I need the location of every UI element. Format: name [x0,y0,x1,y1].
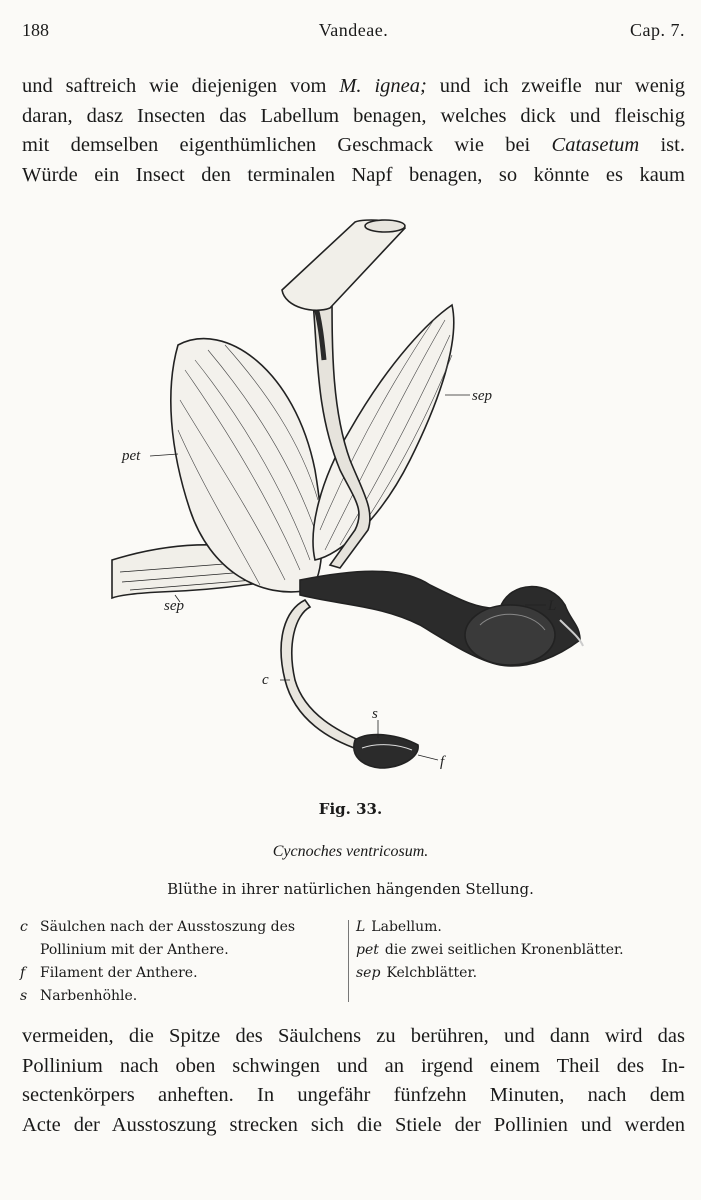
top-paragraph [22,72,685,190]
paragraph-line: mit demselben eigenthümlichen Geschmack wie bei Catasetum ist. [22,134,685,156]
paragraph-line: vermeiden, die Spitze des Säulchens zu berühren, und dann wird das [22,1025,685,1047]
paragraph-line: und saftreich wie diejenigen vom M. ignea; und ich zweifle nur wenig [22,75,685,97]
figure-number: Fig. 33. [318,800,383,818]
running-title: Vandeae. [318,20,389,40]
legend-item: pet die zwei seitlichen Kronenblätter. [356,942,624,958]
legend-right [356,916,686,985]
paragraph-line: daran, dasz Insecten das Labellum benagen, welches dick und fleischig [22,104,685,127]
curved-column [281,600,365,750]
legend-item: L Labellum. [356,919,442,935]
legend-left [20,916,340,1008]
label-sep-lower: sep [164,598,184,614]
chapter-label: Cap. 7. [630,20,685,40]
orchid-illustration [100,210,600,790]
legend-item: Pollinium mit der Anthere. [40,942,229,958]
anther-cap [282,220,405,310]
running-header [22,20,685,48]
paragraph-line: Pollinium nach oben schwingen und an irgend einem Theil des In- [22,1054,685,1077]
legend-item: f Filament der Anthere. [20,965,198,981]
label-c: c [262,672,269,688]
paragraph-line: Acte der Ausstoszung strecken sich die Stiele der Pollinien und werden [22,1113,685,1136]
paragraph-line: Würde ein Insect den terminalen Napf benagen, so könnte es kaum [22,163,685,186]
page-number: 188 [22,20,49,40]
label-s: s [372,706,378,722]
figure-species: Cycnoches ventricosum. [272,843,429,860]
legend-item: sep Kelchblätter. [356,965,478,981]
legend-item: s Narbenhöhle. [20,988,138,1004]
label-L: L [548,598,557,614]
figure-description: Blüthe in ihrer natürlichen hängenden Stellung. [167,880,534,898]
label-pet: pet [122,448,141,464]
bottom-paragraph [22,1022,685,1140]
label-f: f [440,754,445,770]
column-tip [354,735,418,768]
label-sep-upper: sep [472,388,492,404]
legend-divider [348,920,349,1002]
figure-legend [20,916,685,1008]
paragraph-line: sectenkörpers anheften. In ungefähr fünfzehn Minuten, nach dem [22,1084,685,1106]
legend-item: c Säulchen nach der Ausstoszung des [20,919,296,935]
